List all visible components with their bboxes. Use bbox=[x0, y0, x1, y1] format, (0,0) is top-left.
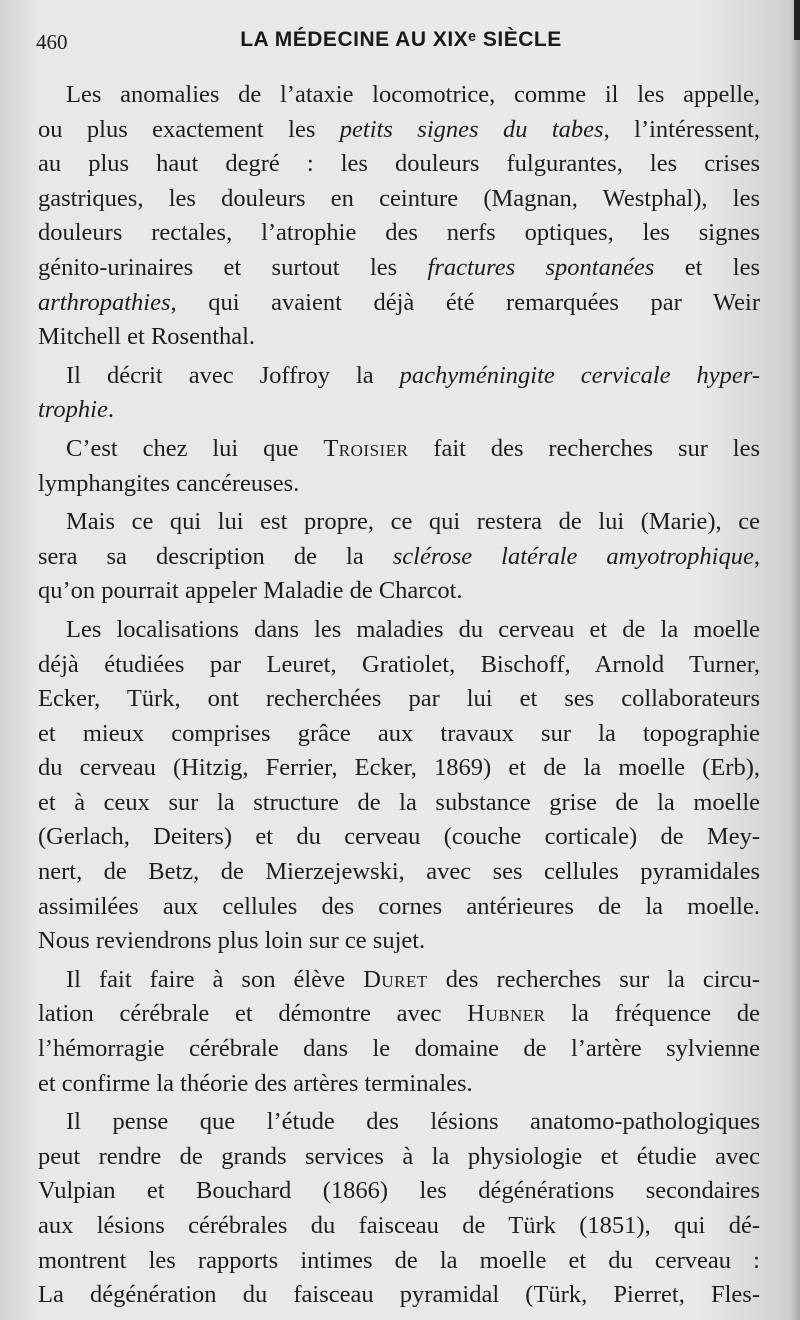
paragraph bbox=[38, 963, 760, 1101]
running-head: LA MÉDECINE AU XIXᵉ SIÈCLE bbox=[240, 28, 562, 51]
text-run: lation cérébrale et démontre avec bbox=[38, 1000, 468, 1028]
text-run: fait des recherches sur les bbox=[408, 434, 761, 462]
text-run: , qui avaient déjà été remarquées par Weir bbox=[170, 288, 760, 316]
text-line bbox=[38, 786, 760, 821]
text-line bbox=[38, 113, 760, 148]
text-line bbox=[38, 467, 760, 502]
text-line bbox=[38, 648, 760, 683]
text-line bbox=[38, 393, 760, 428]
text-run: Il fait faire à son élève bbox=[66, 965, 364, 993]
page-header bbox=[36, 28, 756, 58]
italic-term: pachyméningite cervicale hyper- bbox=[399, 361, 761, 389]
italic-term: fractures spontanées bbox=[427, 253, 655, 281]
text-line bbox=[38, 574, 760, 609]
text-run: assimilées aux cellules des cornes antérieures de la moelle. bbox=[38, 892, 760, 920]
text-line bbox=[38, 286, 760, 321]
small-caps-name: Troisier bbox=[323, 434, 409, 462]
small-caps-name: Hubner bbox=[467, 1000, 546, 1028]
text-run: et mieux comprises grâce aux travaux sur la topographie bbox=[38, 719, 760, 747]
small-caps-name: Duret bbox=[363, 965, 428, 993]
text-run: génito-urinaires et surtout les bbox=[38, 253, 428, 281]
italic-term: arthropathies bbox=[38, 288, 171, 316]
text-run: déjà étudiées par Leuret, Gratiolet, Bischoff, Arnold Turner, bbox=[38, 650, 760, 678]
text-run: Nous reviendrons plus loin sur ce sujet. bbox=[38, 927, 426, 955]
text-run: gastriques, les douleurs en ceinture (Magnan, Westphal), les bbox=[38, 184, 760, 212]
text-run: Ecker, Türk, ont recherchées par lui et ses collaborateurs bbox=[38, 685, 760, 713]
text-line bbox=[38, 751, 760, 786]
text-run: au plus haut degré : les douleurs fulgurantes, les crises bbox=[38, 150, 760, 178]
paragraph bbox=[38, 505, 760, 609]
text-line bbox=[38, 963, 760, 998]
text-line bbox=[38, 1209, 760, 1244]
text-run: Il pense que l’étude des lésions anatomo-pathologiques bbox=[66, 1108, 760, 1136]
text-run: du cerveau (Hitzig, Ferrier, Ecker, 1869) et de la moelle (Erb), bbox=[38, 754, 760, 782]
text-run: montrent les rapports intimes de la moelle et du cerveau : bbox=[38, 1246, 760, 1274]
paragraph bbox=[38, 1105, 760, 1313]
text-line bbox=[38, 1105, 760, 1140]
text-run: , l’intéressent, bbox=[603, 115, 760, 143]
text-line bbox=[38, 1140, 760, 1175]
paragraph bbox=[38, 359, 760, 428]
text-line bbox=[38, 855, 760, 890]
text-run: des recherches sur la circu- bbox=[427, 965, 760, 993]
text-run: et à ceux sur la structure de la substance grise de la moelle bbox=[38, 788, 760, 816]
text-run: C’est chez lui que bbox=[66, 434, 324, 462]
paragraph bbox=[38, 613, 760, 959]
italic-term: petits signes du tabes bbox=[339, 115, 604, 143]
text-line bbox=[38, 182, 760, 217]
text-line bbox=[38, 1174, 760, 1209]
text-run: sera sa description de la bbox=[38, 542, 393, 570]
text-run: La dégénération du faisceau pyramidal (Türk, Pierret, Fles- bbox=[38, 1281, 760, 1309]
text-run: et les bbox=[654, 253, 760, 281]
text-line bbox=[38, 682, 760, 717]
text-line bbox=[38, 251, 760, 286]
text-run: lymphangites cancéreuses. bbox=[38, 469, 300, 497]
text-run: aux lésions cérébrales du faisceau de Türk (1851), qui dé- bbox=[38, 1212, 760, 1239]
paragraph bbox=[38, 78, 760, 355]
text-run: la fréquence de bbox=[545, 1000, 760, 1028]
text-run: ou plus exactement les bbox=[38, 115, 340, 143]
text-run: peut rendre de grands services à la physiologie et étudie avec bbox=[38, 1142, 760, 1170]
text-run: Vulpian et Bouchard (1866) les dégénérations secondaires bbox=[38, 1177, 760, 1205]
text-run: Les anomalies de l’ataxie locomotrice, comme il les appelle, bbox=[66, 81, 760, 108]
text-run: qu’on pourrait appeler Maladie de Charcot. bbox=[38, 577, 463, 605]
text-line bbox=[38, 540, 760, 575]
text-run: l’hémorragie cérébrale dans le domaine de l’artère sylvienne bbox=[38, 1035, 760, 1063]
text-line bbox=[38, 432, 760, 467]
text-run: Les localisations dans les maladies du cerveau et de la moelle bbox=[66, 615, 760, 643]
text-line bbox=[38, 613, 760, 648]
paragraph bbox=[38, 432, 760, 501]
text-line bbox=[38, 147, 760, 182]
text-line bbox=[38, 359, 760, 394]
text-line bbox=[38, 1278, 760, 1313]
body-text bbox=[38, 78, 760, 1313]
text-run: et confirme la théorie des artères terminales. bbox=[38, 1069, 473, 1097]
text-run: Mais ce qui lui est propre, ce qui restera de lui (Marie), ce bbox=[66, 508, 760, 536]
text-line bbox=[38, 78, 760, 113]
text-line bbox=[38, 717, 760, 752]
text-line bbox=[38, 1067, 760, 1102]
text-run: (Gerlach, Deiters) et du cerveau (couche corticale) de Mey- bbox=[38, 823, 760, 851]
text-run: nert, de Betz, de Mierzejewski, avec ses cellules pyramidales bbox=[38, 858, 760, 886]
text-line bbox=[38, 997, 760, 1032]
text-line bbox=[38, 1244, 760, 1279]
text-run: , bbox=[753, 542, 760, 570]
text-run: . bbox=[107, 396, 114, 424]
text-line bbox=[38, 320, 760, 355]
text-line bbox=[38, 1032, 760, 1067]
text-run: Mitchell et Rosenthal. bbox=[38, 323, 256, 351]
page-binding-edge bbox=[794, 0, 800, 40]
text-line bbox=[38, 924, 760, 959]
text-line bbox=[38, 216, 760, 251]
text-line bbox=[38, 890, 760, 925]
text-run: Il décrit avec Joffroy la bbox=[66, 361, 400, 389]
text-line bbox=[38, 820, 760, 855]
text-run: douleurs rectales, l’atrophie des nerfs optiques, les signes bbox=[38, 219, 760, 247]
italic-term: trophie bbox=[38, 396, 108, 424]
italic-term: sclérose latérale amyotrophique bbox=[392, 542, 754, 570]
text-line bbox=[38, 505, 760, 540]
page-number: 460 bbox=[36, 30, 68, 54]
